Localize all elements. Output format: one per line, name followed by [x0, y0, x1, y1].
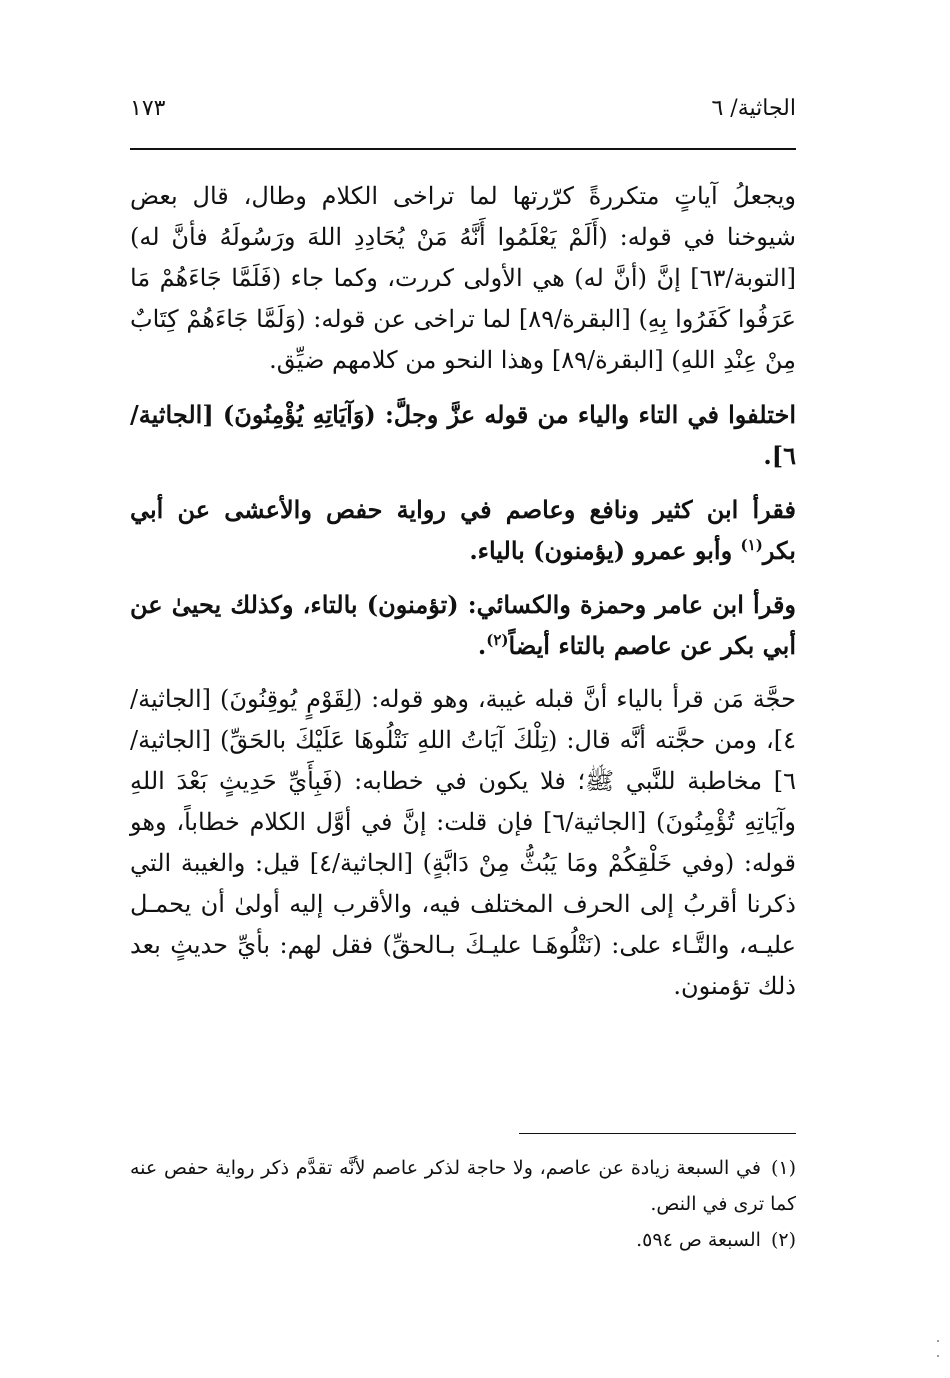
main-text	[130, 176, 796, 1007]
paragraph-reading-ta-text: وقرأ ابن عامر وحمزة والكسائي: (تؤمنون) بالتاء، وكذلك يحيىٰ عن أبي بكر عن عاصم بالتاء أيضاً	[130, 590, 796, 660]
running-header	[130, 96, 796, 132]
footnotes	[130, 1150, 796, 1258]
header-rule	[130, 148, 796, 150]
footnote-1	[130, 1150, 796, 1222]
footnote-2-marker: (٢)	[770, 1229, 796, 1251]
paragraph-reading-ya	[130, 489, 796, 571]
paragraph-reading-ya-tail: وأبو عمرو (يؤمنون) بالياء.	[469, 536, 741, 565]
footnote-ref-2[interactable]: (٢)	[486, 631, 509, 649]
running-title: الجاثية/ ٦	[711, 96, 796, 121]
page-number: ١٧٣	[130, 96, 166, 121]
footnote-rule	[519, 1133, 796, 1134]
scan-speck	[937, 1340, 939, 1342]
paragraph-reading-ta-tail: .	[477, 631, 487, 660]
footnote-1-text: في السبعة زيادة عن عاصم، ولا حاجة لذكر عاصم لأنَّه تقدَّم ذكر رواية حفص عنه كما ترى في النص.	[130, 1157, 796, 1215]
paragraph-commentary-intro: ويجعلُ آياتٍ متكررةً كرّرتها لما تراخى الكلام وطال، قال بعض شيوخنا في قوله: (أَلَمْ يَعْلَمُوا أَنَّهُ مَنْ يُحَادِدِ اللهَ ورَسُولَهُ فأنَّ له) [التوبة/٦٣] إنَّ (أنَّ له) هي الأولى كررت، وكما جاء (فَلَمَّا جَاءَهُمْ مَا عَرَفُوا كَفَرُوا بِهِ) [البقرة/٨٩] لما تراخى عن قوله: (وَلَمَّا جَاءَهُمْ كِتَابٌ مِنْ عِنْدِ اللهِ) [البقرة/٨٩] وهذا النحو من كلامهم ضيِّق.	[130, 182, 797, 374]
footnote-2-text: السبعة ص ٥٩٤.	[636, 1229, 761, 1251]
paragraph-variant-heading: اختلفوا في التاء والياء من قوله عزَّ وجلَّ: (وَآيَاتِهِ يُؤْمِنُونَ) [الجاثية/٦].	[130, 400, 796, 470]
paragraph-argument: حجَّة مَن قرأ بالياء أنَّ قبله غيبة، وهو قوله: (لِقَوْمٍ يُوقِنُونَ) [الجاثية/٤]، ومن حجَّته أنَّه قال: (تِلْكَ آيَاتُ اللهِ نَتْلُوهَا عَلَيْكَ بالحَقِّ) [الجاثية/٦] مخاطبة للنَّبي ﷺ؛ فلا يكون في خطابه: (فَبِأَيِّ حَدِيثٍ بَعْدَ اللهِ وآيَاتِهِ تُؤْمِنُونَ) [الجاثية/٦] فإن قلت: إنَّ في أوَّل الكلام خطاباً، وهو قوله: (وفي خَلْقِكُمْ ومَا يَبُثُّ مِنْ دَابَّةٍ) [الجاثية/٤] قيل: والغيبة التي ذكرنا أقربُ إلى الحرف المختلف فيه، والأقرب إليه أولىٰ أن يحمـل عليـه، والتَّـاء على: (نَتْلُوهَـا عليـكَ بـالحقِّ) فقل لهم: بأيِّ حديثٍ بعد ذلك تؤمنون.	[130, 685, 797, 1000]
paragraph-reading-ya-text: فقرأ ابن كثير ونافع وعاصم في رواية حفص والأعشى عن أبي بكر	[130, 495, 796, 565]
paragraph-reading-ta	[130, 584, 796, 666]
footnote-ref-1[interactable]: (١)	[740, 536, 763, 554]
scan-speck	[937, 1355, 939, 1357]
footnote-1-marker: (١)	[770, 1157, 796, 1179]
footnote-2	[130, 1222, 796, 1258]
